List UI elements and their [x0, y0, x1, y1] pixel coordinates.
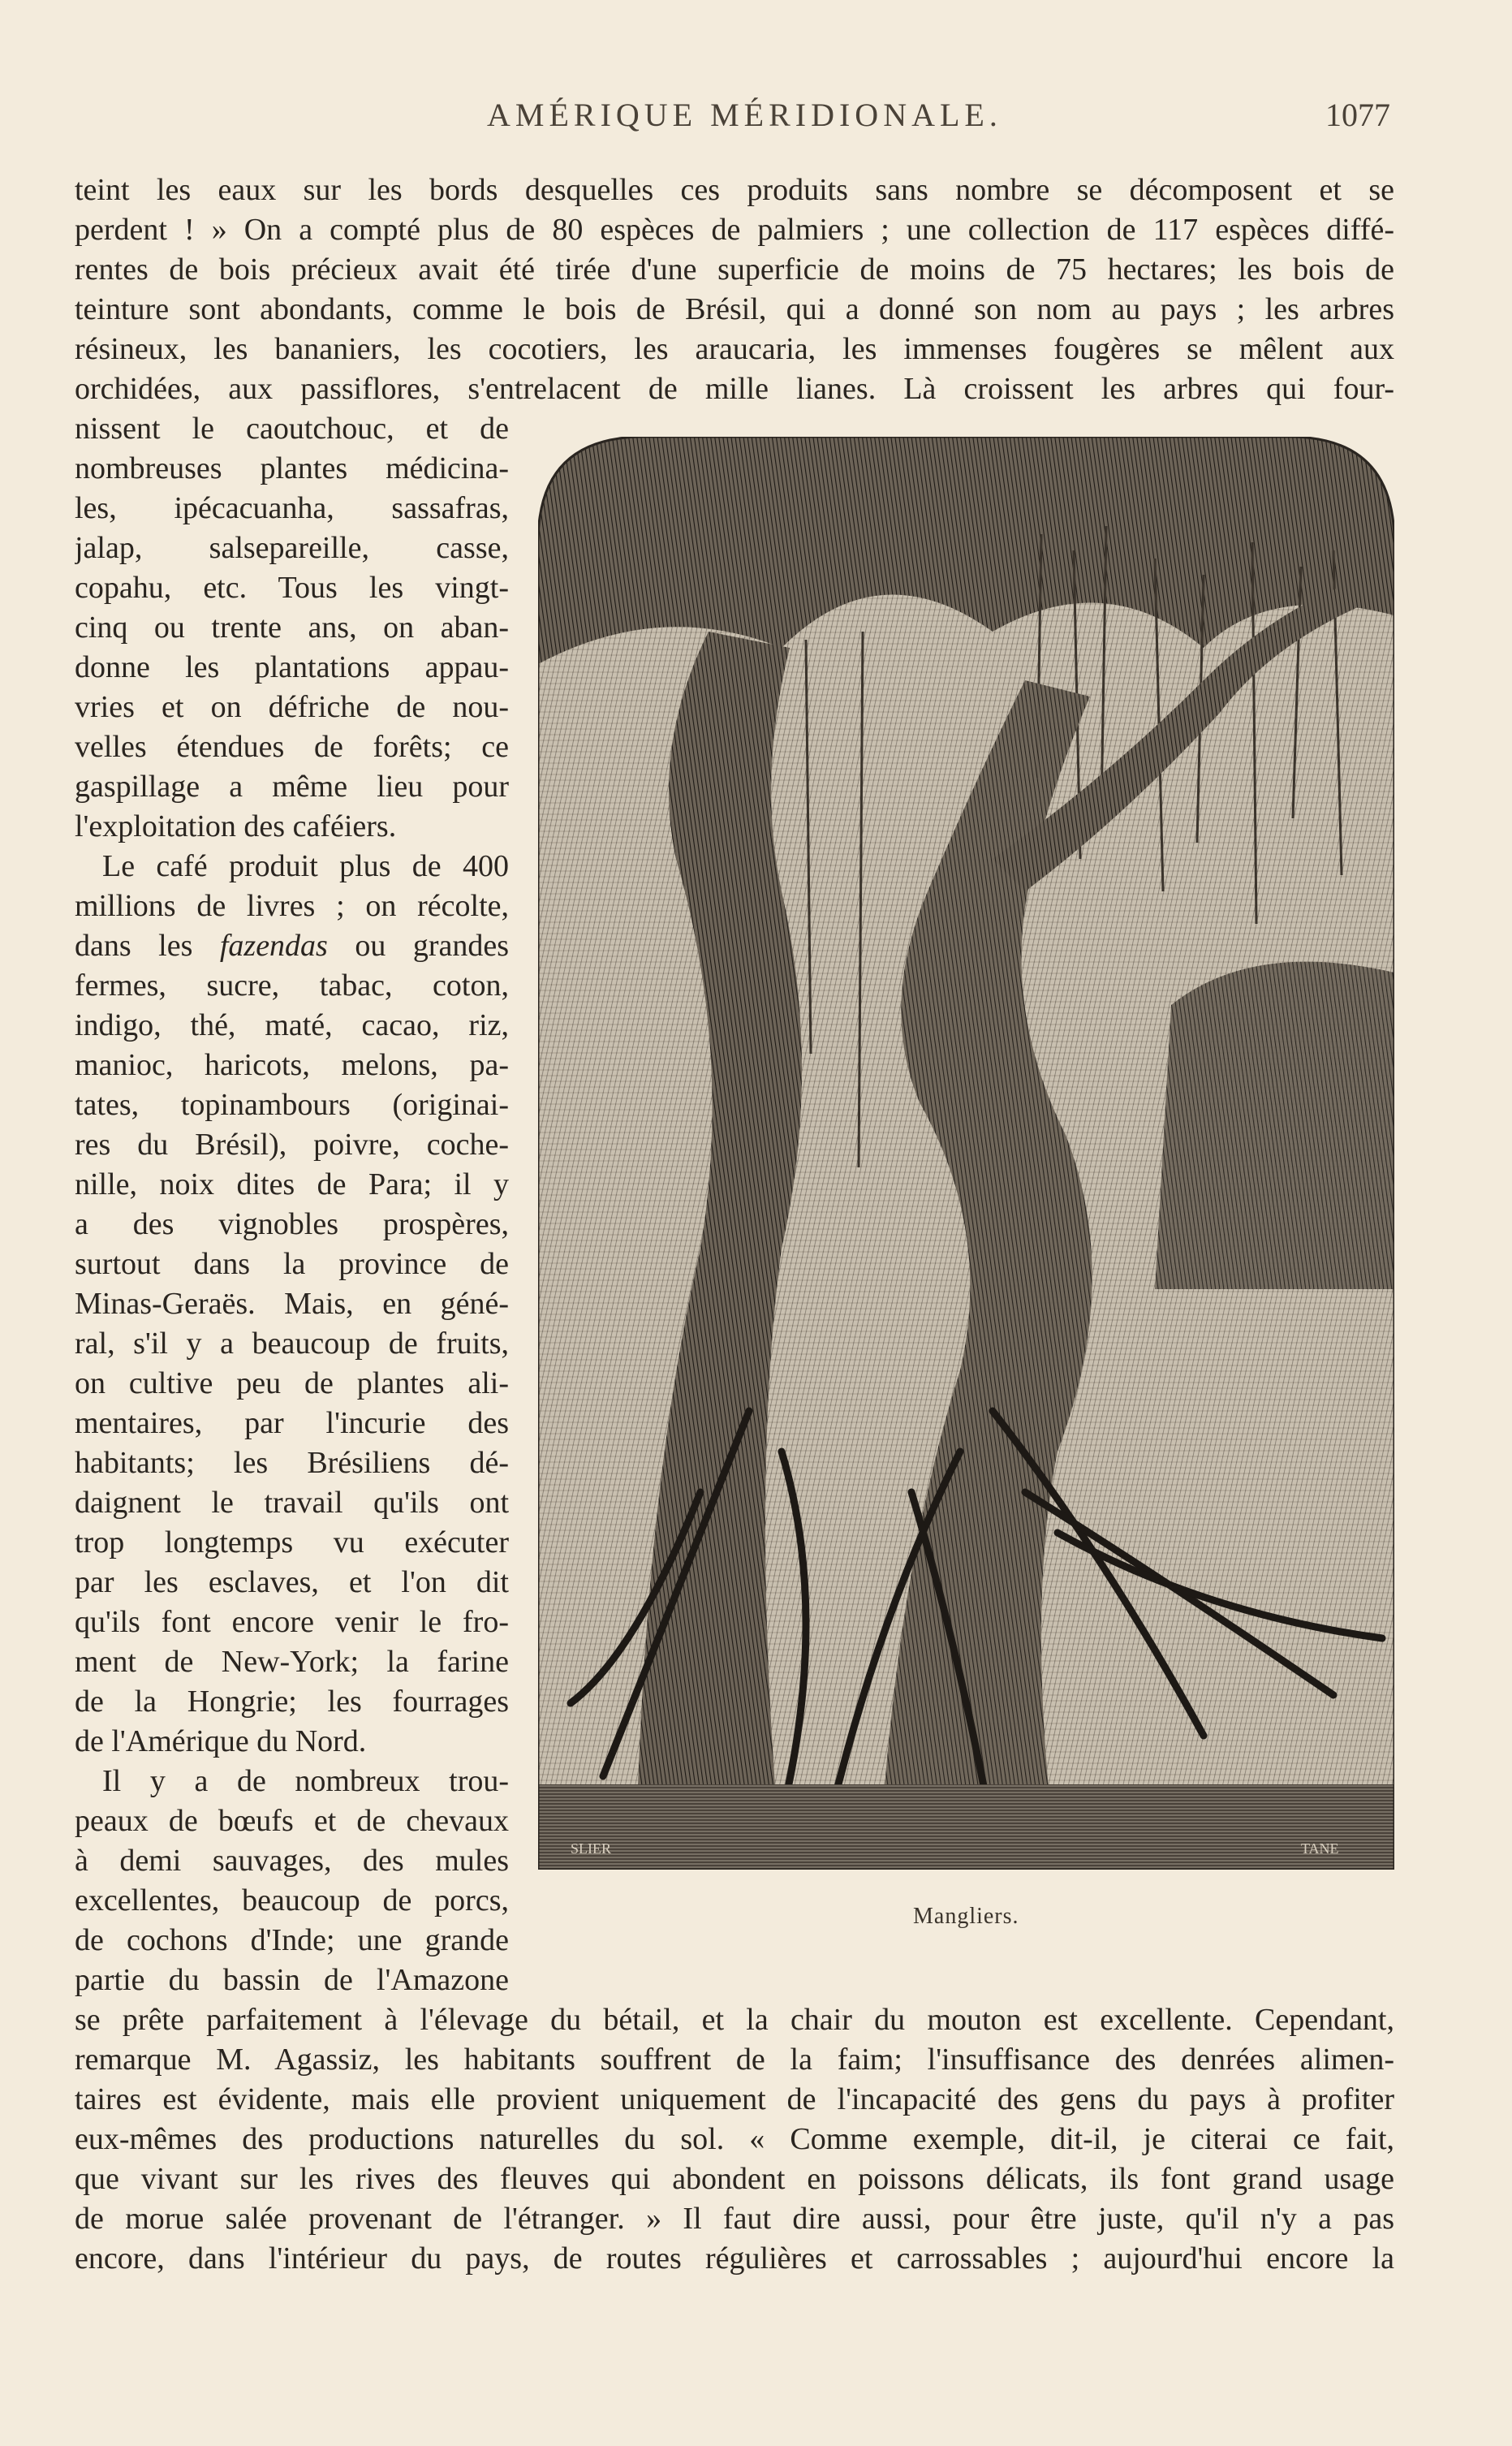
engraver-signature-left: SLIER [571, 1840, 612, 1857]
text-line: Le café produit plus de 400 [102, 849, 509, 883]
text-line: copahu, etc. Tous les vingt- [75, 571, 509, 605]
text-line: de la Hongrie; les fourrages [75, 1685, 509, 1719]
text-fragment: ou grandes [327, 929, 509, 963]
running-title: AMÉRIQUE MÉRIDIONALE. [487, 97, 1002, 133]
text-line: de cochons d'Inde; une grande [75, 1923, 509, 1957]
text-line: jalap, salsepareille, casse, [75, 531, 509, 565]
text-line: nissent le caoutchouc, et de [75, 412, 509, 446]
text-line: Minas-Geraës. Mais, en géné- [75, 1287, 509, 1321]
text-line: res du Brésil), poivre, coche- [75, 1128, 509, 1162]
text-line: que vivant sur les rives des fleuves qui abondent en poissons délicats, ils font grand usage [75, 2162, 1394, 2196]
text-line: indigo, thé, maté, cacao, riz, [75, 1008, 509, 1042]
text-fragment: dans les [75, 929, 220, 963]
text-line: à demi sauvages, des mules [75, 1844, 509, 1878]
text-line: par les esclaves, et l'on dit [75, 1565, 509, 1599]
text-line: teint les eaux sur les bords desquelles ces produits sans nombre se décomposent et se [75, 173, 1394, 207]
text-line: habitants; les Brésiliens dé- [75, 1446, 509, 1480]
text-line: on cultive peu de plantes ali- [75, 1366, 509, 1400]
text-line: gaspillage a même lieu pour [75, 770, 509, 804]
engraver-signature-right: TANE [1301, 1840, 1339, 1857]
text-line: donne les plantations appau- [75, 650, 509, 684]
text-line: résineux, les bananiers, les cocotiers, les araucaria, les immenses fougères se mêlent aux [75, 332, 1394, 366]
text-line: nombreuses plantes médicina- [75, 451, 509, 485]
text-line: partie du bassin de l'Amazone [75, 1963, 509, 1997]
figure-caption: Mangliers. [913, 1904, 1019, 1929]
text-line: eux-mêmes des productions naturelles du sol. « Comme exemple, dit-il, je citerai ce fait, [75, 2122, 1394, 2156]
text-line: cinq ou trente ans, on aban- [75, 610, 509, 645]
text-line: surtout dans la province de [75, 1247, 509, 1281]
text-line: manioc, haricots, melons, pa- [75, 1048, 509, 1082]
text-line: excellentes, beaucoup de porcs, [75, 1883, 509, 1918]
text-line: l'exploitation des caféiers. [75, 809, 397, 843]
text-line [75, 926, 509, 966]
text-line: daignent le travail qu'ils ont [75, 1486, 509, 1520]
text-line: ral, s'il y a beaucoup de fruits, [75, 1327, 509, 1361]
text-line: vries et on défriche de nou- [75, 690, 509, 724]
text-line: millions de livres ; on récolte, [75, 889, 509, 923]
text-line: fermes, sucre, tabac, coton, [75, 968, 509, 1003]
text-line: taires est évidente, mais elle provient uniquement de l'incapacité des gens du pays à profiter [75, 2082, 1394, 2116]
text-line: a des vignobles prospères, [75, 1207, 509, 1241]
text-line: ment de New-York; la farine [75, 1645, 509, 1679]
text-line: les, ipécacuanha, sassafras, [75, 491, 509, 525]
text-line: remarque M. Agassiz, les habitants souffrent de la faim; l'insuffisance des denrées alimen- [75, 2043, 1394, 2077]
text-line: de l'Amérique du Nord. [75, 1724, 367, 1758]
text-line: Il y a de nombreux trou- [102, 1764, 509, 1798]
text-line: se prête parfaitement à l'élevage du bétail, et la chair du mouton est excellente. Cependant, [75, 2003, 1394, 2037]
engraving-illustration [538, 437, 1394, 1870]
text-line: perdent ! » On a compté plus de 80 espèces de palmiers ; une collection de 117 espèces diffé- [75, 213, 1394, 247]
text-line: tates, topinambours (originai- [75, 1088, 509, 1122]
italic-word: fazendas [219, 929, 328, 963]
text-line: mentaires, par l'incurie des [75, 1406, 509, 1440]
page-number: 1077 [1325, 97, 1390, 133]
text-line: trop longtemps vu exécuter [75, 1525, 509, 1559]
text-line: peaux de bœufs et de chevaux [75, 1804, 509, 1838]
text-line: orchidées, aux passiflores, s'entrelacent de mille lianes. Là croissent les arbres qui four- [75, 372, 1394, 406]
text-line: encore, dans l'intérieur du pays, de routes régulières et carrossables ; aujourd'hui encore la [75, 2241, 1394, 2276]
text-line: velles étendues de forêts; ce [75, 730, 509, 764]
mangrove-engraving [538, 437, 1394, 1870]
text-line: qu'ils font encore venir le fro- [75, 1605, 509, 1639]
text-line: nille, noix dites de Para; il y [75, 1167, 509, 1201]
text-line: de morue salée provenant de l'étranger. » Il faut dire aussi, pour être juste, qu'il n'y a pas [75, 2202, 1394, 2236]
text-line: teinture sont abondants, comme le bois de Brésil, qui a donné son nom au pays ; les arbres [75, 292, 1394, 326]
text-line: rentes de bois précieux avait été tirée d'une superficie de moins de 75 hectares; les bois de [75, 252, 1394, 287]
